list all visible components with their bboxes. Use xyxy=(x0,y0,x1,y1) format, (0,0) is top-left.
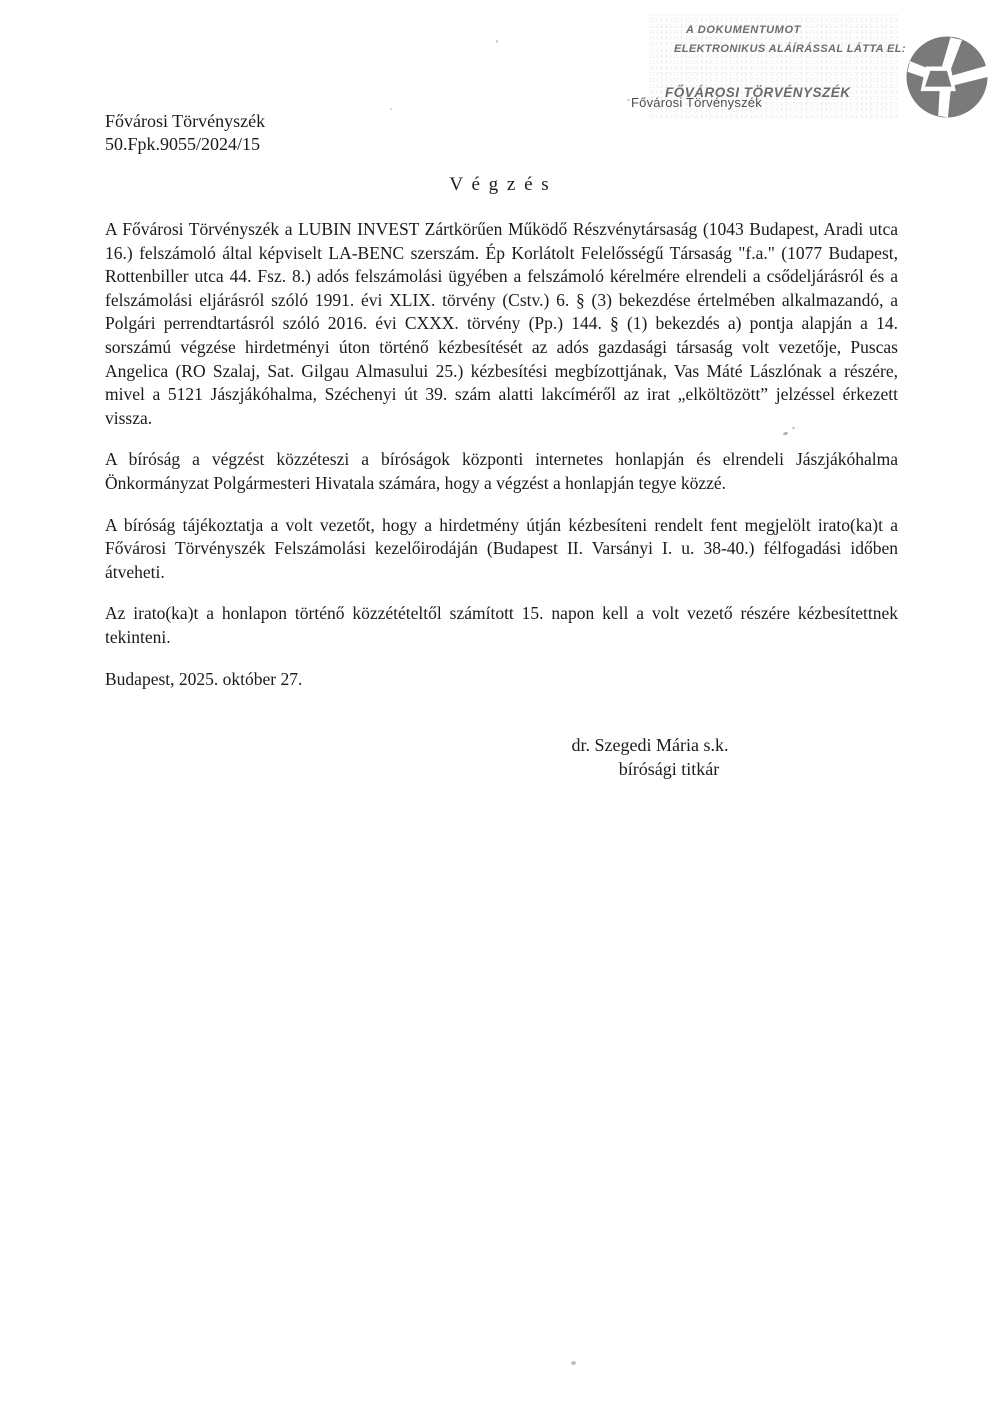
stamp-text-line1: A DOKUMENTUMOT xyxy=(686,24,801,36)
scan-speck xyxy=(792,427,795,429)
court-emblem-icon xyxy=(903,33,991,121)
stamp-court-name: FŐVÁROSI TÖRVÉNYSZÉK xyxy=(665,85,851,100)
signer-name: dr. Szegedi Mária s.k. xyxy=(571,735,729,755)
paragraph-deemed-served: Az irato(ka)t a honlapon történő közzétételtől számított 15. napon kell a volt vezető részére kézbesítettnek tekinteni. xyxy=(105,603,898,647)
paragraph-pickup-info: A bíróság tájékoztatja a volt vezetőt, hogy a hirdetmény útján kézbesíteni rendelt fent megjelölt irato(ka)t a Fővárosi Törvényszék Felszámolási kezelőirodáján (Budapest II. Varsányi I. u. 38-40.) félfogadási időben átveheti. xyxy=(105,514,898,582)
case-number: 50.Fpk.9055/2024/15 xyxy=(105,133,261,154)
stamp-text-line2: ELEKTRONIKUS ALÁÍRÁSSAL LÁTTA EL: xyxy=(674,43,906,55)
paragraph-publication: A bíróság a végzést közzéteszi a bíróságok központi internetes honlapján és elrendeli Jászjákóhalma Önkormányzat Polgármesteri Hivatala számára, hogy a végzést a honlapján tegye közzé. xyxy=(105,449,898,493)
scan-speck xyxy=(496,40,498,43)
signer-title: bírósági titkár xyxy=(618,759,720,779)
document-title: V é g z é s xyxy=(449,174,551,195)
scan-speck xyxy=(627,99,630,101)
esignature-stamp xyxy=(631,14,906,118)
court-name: Fővárosi Törvényszék xyxy=(105,111,266,131)
document-header xyxy=(105,110,265,155)
stamp-court-name-overlay: Fővárosi Törvényszék xyxy=(631,95,762,110)
paragraph-ruling: A Fővárosi Törvényszék a LUBIN INVEST Zártkörűen Működő Részvénytársaság (1043 Budapest, Aradi utca 16.) felszámoló által képviselt LA-BENC szerszám. Ép Korlátolt Felelősségű Társaság "f.a." (1077 Budapest, Rottenbiller utca 44. Fsz. 8.) adós felszámolási ügyében a felszámoló kérelmére elrendeli a csődeljárásról és a felszámolási eljárásról szóló 1991. évi XLIX. törvény (Cstv.) 6. § (3) bekezdése értelmében alkalmazandó, a Polgári perrendtartásról szóló 2016. évi CXXX. törvény (Pp.) 144. § (1) bekezdés a) pontja alapján a 14. sorszámú végzése hirdetményi úton történő kézbesítését az adós gazdasági társaság volt vezetője, Puscas Angelica (RO Szalaj, Sat. Gilgau Almasului 25.) kézbesítési megbízottjának, Vas Máté Lászlónak a részére, mivel a 5121 Jászjákóhalma, Széchenyi út 39. szám alatti lakcíméről az irat „elköltözött” jelzéssel érkezett vissza. xyxy=(105,219,898,428)
scan-speck xyxy=(571,1361,576,1365)
scan-speck xyxy=(390,108,392,110)
date-line: Budapest, 2025. október 27. xyxy=(105,668,303,689)
document-body xyxy=(105,218,898,709)
